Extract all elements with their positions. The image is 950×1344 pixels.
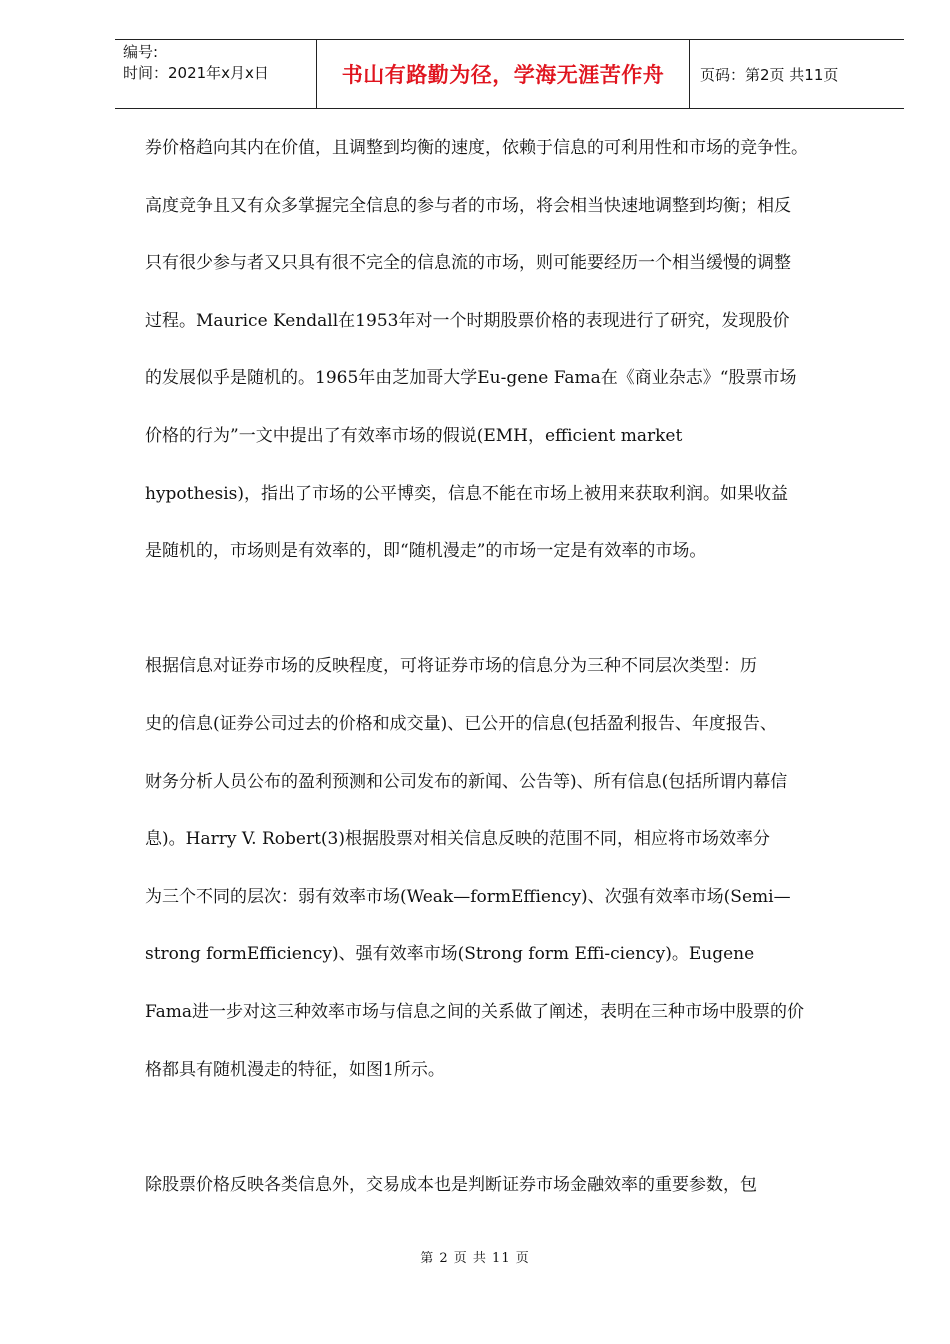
text-line: 高度竞争且又有众多掌握完全信息的参与者的市场，将会相当快速地调整到均衡；相反 <box>145 195 791 216</box>
text-line: 史的信息(证券公司过去的价格和成交量)、已公开的信息(包括盈利报告、年度报告、 <box>145 713 777 734</box>
paragraph-3 <box>145 1165 875 1223</box>
text-line: 财务分析人员公布的盈利预测和公司发布的新闻、公告等)、所有信息(包括所谓内幕信 <box>145 771 788 792</box>
page-header <box>115 39 904 109</box>
paragraph-gap <box>145 589 875 647</box>
text-line: 过程。Maurice Kendall在1953年对一个时期股票价格的表现进行了研究，发现股价 <box>145 310 790 331</box>
text-line: 的发展似乎是随机的。1965年由芝加哥大学Eu-gene Fama在《商业杂志》“股票市场 <box>145 368 797 389</box>
header-meta <box>115 40 317 108</box>
text-line: 息)。Harry V. Robert(3)根据股票对相关信息反映的范围不同，相应将市场效率分 <box>145 829 770 850</box>
text-line: 只有很少参与者又只具有很不完全的信息流的市场，则可能要经历一个相当缓慢的调整 <box>145 253 791 274</box>
text-line: 价格的行为”一文中提出了有效率市场的假说(EMH，efficient market <box>145 425 683 446</box>
paragraph-1 <box>145 128 875 589</box>
time-label: 时间：2021年x月x日 <box>123 64 269 82</box>
paragraph-gap <box>145 1107 875 1165</box>
text-line: Fama进一步对这三种效率市场与信息之间的关系做了阐述，表明在三种市场中股票的价 <box>145 1001 805 1022</box>
text-line: 根据信息对证券市场的反映程度，可将证券市场的信息分为三种不同层次类型：历 <box>145 656 757 677</box>
text-line: 除股票价格反映各类信息外，交易成本也是判断证券市场金融效率的重要参数，包 <box>145 1174 757 1195</box>
text-line: 为三个不同的层次：弱有效率市场(Weak—formEffiency)、次强有效率市场(Semi— <box>145 886 791 907</box>
text-line: 券价格趋向其内在价值，且调整到均衡的速度，依赖于信息的可利用性和市场的竞争性。 <box>145 138 808 158</box>
text-line: strong formEfficiency)、强有效率市场(Strong form Effi-ciency)。Eugene <box>145 944 755 965</box>
header-motto: 书山有路勤为径，学海无涯苦作舟 <box>317 40 690 108</box>
text-line: hypothesis)，指出了市场的公平博奕，信息不能在市场上被用来获取利润。如果收益 <box>145 483 789 504</box>
text-line: 是随机的，市场则是有效率的，即“随机漫走”的市场一定是有效率的市场。 <box>145 541 707 562</box>
document-body <box>145 128 875 1222</box>
paragraph-2 <box>145 646 875 1107</box>
serial-label: 编号: <box>123 43 159 61</box>
header-page-info: 页码：第2页 共11页 <box>700 65 839 84</box>
page-footer: 第 2 页 共 11 页 <box>420 1251 530 1266</box>
text-line: 格都具有随机漫走的特征，如图1所示。 <box>145 1059 445 1080</box>
